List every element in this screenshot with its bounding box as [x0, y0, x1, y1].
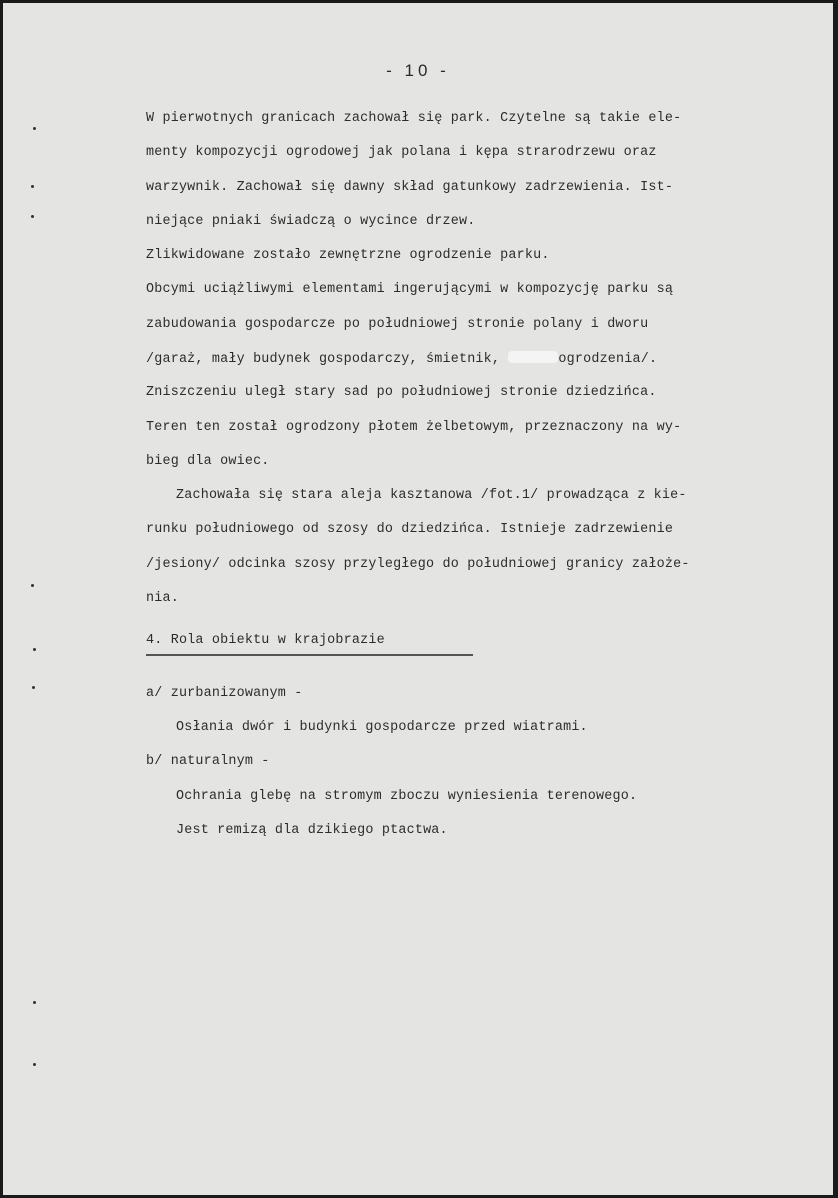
- text-segment: ogrodzenia/.: [558, 352, 658, 367]
- list-item-text: Osłania dwór i budynki gospodarcze przed wiatrami.: [176, 720, 588, 735]
- section-heading: 4. Rola obiektu w krajobrazie: [146, 633, 385, 648]
- scan-speck: [33, 127, 36, 130]
- text-line: Zachowała się stara aleja kasztanowa /fot.1/ prowadząca z kie-: [176, 488, 687, 503]
- text-line: [146, 351, 657, 367]
- list-item-label: b/ naturalnym -: [146, 754, 270, 769]
- text-line: nia.: [146, 591, 179, 606]
- list-item-text: Ochrania glebę na stromym zboczu wyniesienia terenowego.: [176, 789, 638, 804]
- scan-speck: [32, 686, 35, 689]
- text-line: W pierwotnych granicach zachował się park. Czytelne są takie ele-: [146, 111, 682, 126]
- text-line: warzywnik. Zachował się dawny skład gatunkowy zadrzewienia. Ist-: [146, 180, 674, 195]
- text-line: Teren ten został ogrodzony płotem żelbetowym, przeznaczony na wy-: [146, 420, 682, 435]
- document-page: [3, 3, 833, 1195]
- text-line: /jesiony/ odcinka szosy przyległego do południowej granicy założe-: [146, 557, 690, 572]
- text-segment: /garaż, mały budynek gospodarczy, śmietnik,: [146, 352, 501, 367]
- list-item-label: a/ zurbanizowanym -: [146, 686, 303, 701]
- scan-speck: [31, 185, 34, 188]
- scan-speck: [33, 1001, 36, 1004]
- text-line: bieg dla owiec.: [146, 454, 270, 469]
- text-line: zabudowania gospodarcze po południowej stronie polany i dworu: [146, 317, 649, 332]
- text-line: Obcymi uciążliwymi elementami ingerującymi w kompozycję parku są: [146, 282, 674, 297]
- heading-underline: [146, 654, 473, 656]
- scan-speck: [31, 215, 34, 218]
- scan-speck: [31, 584, 34, 587]
- text-line: niejące pniaki świadczą o wycince drzew.: [146, 214, 476, 229]
- list-item-text: Jest remizą dla dzikiego ptactwa.: [176, 823, 448, 838]
- text-line: menty kompozycji ogrodowej jak polana i kępa strarodrzewu oraz: [146, 145, 657, 160]
- text-line: Zlikwidowane zostało zewnętrzne ogrodzenie parku.: [146, 248, 550, 263]
- scan-speck: [33, 648, 36, 651]
- text-line: Zniszczeniu uległ stary sad po południowej stronie dziedzińca.: [146, 385, 657, 400]
- page-number: - 10 -: [386, 61, 450, 80]
- text-line: runku południowego od szosy do dziedzińca. Istnieje zadrzewienie: [146, 522, 674, 537]
- scan-speck: [33, 1063, 36, 1066]
- redaction-mark: [508, 351, 558, 363]
